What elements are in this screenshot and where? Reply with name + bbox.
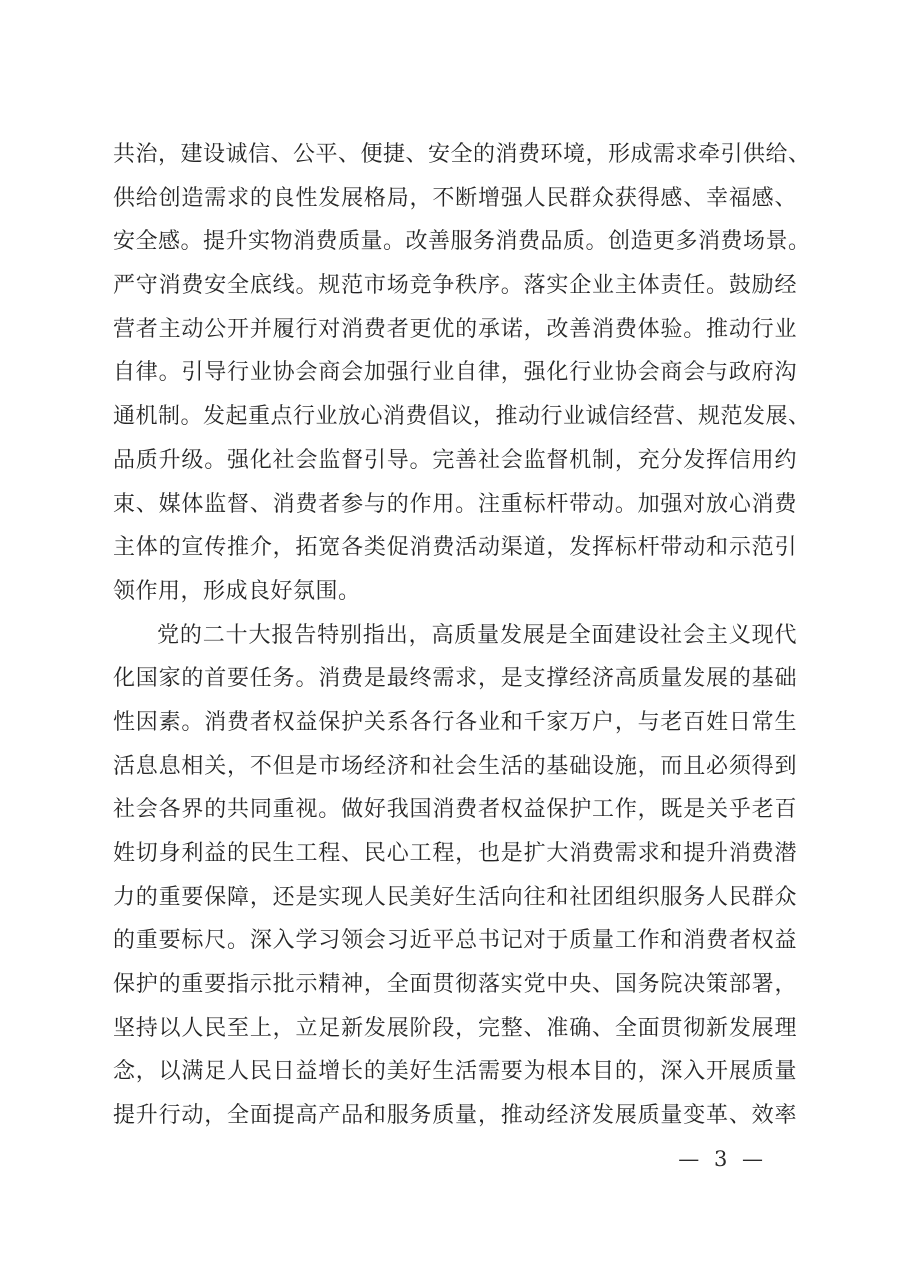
text-line: 坚持以人民至上，立足新发展阶段，完整、准确、全面贯彻新发展理 bbox=[113, 1015, 797, 1041]
text-line: 保护的重要指示批示精神，全面贯彻落实党中央、国务院决策部署， bbox=[113, 972, 797, 998]
text-line: 共治，建设诚信、公平、便捷、安全的消费环境，形成需求牵引供给、 bbox=[113, 142, 811, 167]
text-line: 社会各界的共同重视。做好我国消费者权益保护工作，既是关乎老百 bbox=[113, 797, 797, 823]
text-line: 营者主动公开并履行对消费者更优的承诺，改善消费体验。推动行业 bbox=[113, 316, 797, 342]
text-line: 品质升级。强化社会监督引导。完善社会监督机制，充分发挥信用约 bbox=[113, 447, 797, 473]
text-line: 供给创造需求的良性发展格局，不断增强人民群众获得感、幸福感、 bbox=[113, 185, 797, 211]
text-line: 姓切身利益的民生工程、民心工程，也是扩大消费需求和提升消费潜 bbox=[113, 841, 797, 866]
text-line: 活息息相关，不但是市场经济和社会生活的基础设施，而且必须得到 bbox=[113, 753, 797, 779]
text-line: 的重要标尺。深入学习领会习近平总书记对于质量工作和消费者权益 bbox=[113, 928, 797, 954]
text-line-paragraph-end: 领作用，形成良好氛围。 bbox=[113, 578, 361, 604]
text-line: 力的重要保障，还是实现人民美好生活向往和社团组织服务人民群众 bbox=[113, 884, 797, 910]
text-line-paragraph-start: 党的二十大报告特别指出，高质量发展是全面建设社会主义现代 bbox=[157, 622, 797, 648]
text-line: 严守消费安全底线。规范市场竞争秩序。落实企业主体责任。鼓励经 bbox=[113, 273, 797, 299]
page-number: — 3 — bbox=[678, 1147, 767, 1171]
text-line: 化国家的首要任务。消费是最终需求，是支撑经济高质量发展的基础 bbox=[113, 666, 797, 692]
text-line: 安全感。提升实物消费质量。改善服务消费品质。创造更多消费场景。 bbox=[113, 229, 811, 255]
text-line: 性因素。消费者权益保护关系各行各业和千家万户，与老百姓日常生 bbox=[113, 709, 797, 735]
text-line: 自律。引导行业协会商会加强行业自律，强化行业协会商会与政府沟 bbox=[113, 360, 797, 386]
text-line: 通机制。发起重点行业放心消费倡议，推动行业诚信经营、规范发展、 bbox=[113, 404, 811, 430]
text-line: 提升行动，全面提高产品和服务质量，推动经济发展质量变革、效率 bbox=[113, 1103, 797, 1129]
text-line: 念，以满足人民日益增长的美好生活需要为根本目的，深入开展质量 bbox=[113, 1059, 797, 1085]
text-line: 主体的宣传推介，拓宽各类促消费活动渠道，发挥标杆带动和示范引 bbox=[113, 535, 797, 561]
text-line: 束、媒体监督、消费者参与的作用。注重标杆带动。加强对放心消费 bbox=[113, 491, 797, 517]
document-body bbox=[113, 133, 811, 1138]
